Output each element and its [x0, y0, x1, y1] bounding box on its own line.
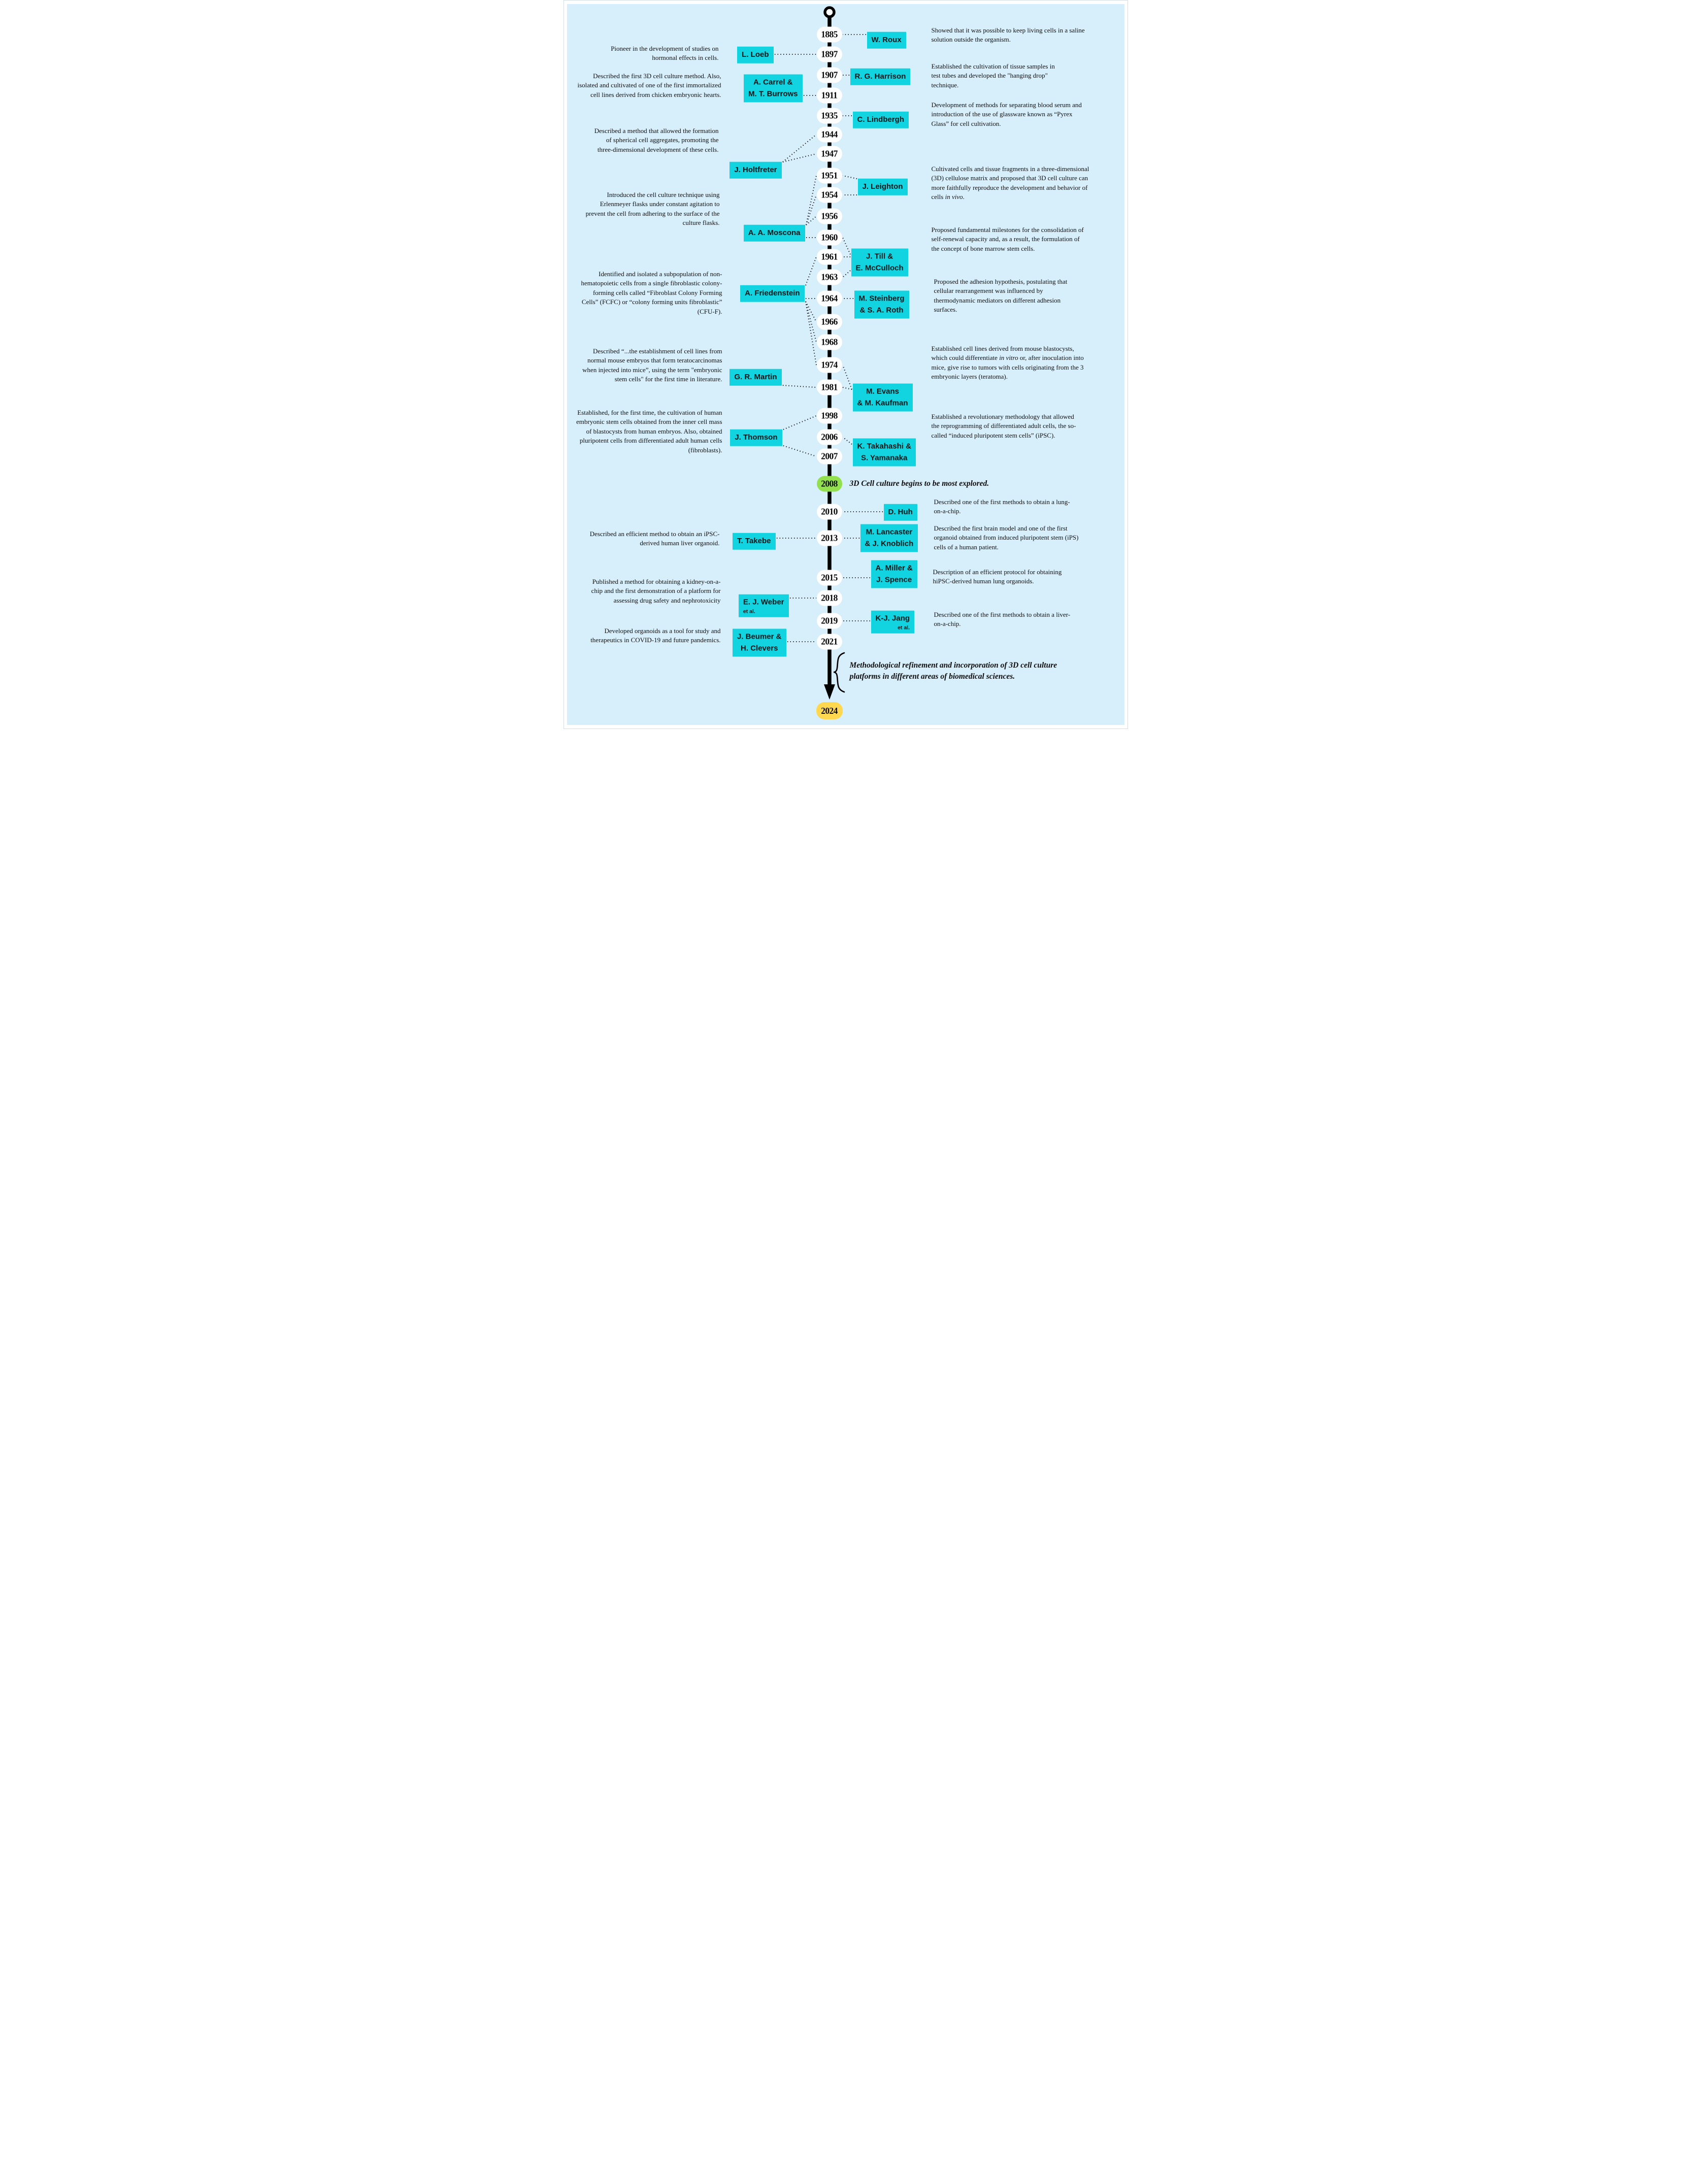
year-node-1966: 1966 — [817, 314, 842, 330]
name-box-line: A. Carrel & — [753, 78, 793, 87]
timeline-arrowhead — [824, 684, 835, 700]
name-box-carrel — [744, 75, 803, 103]
name-box-moscona — [744, 225, 805, 242]
year-node-1974: 1974 — [817, 357, 842, 373]
name-box-line: M. Evans — [866, 387, 900, 396]
description-lancaster: Described the first brain model and one of the first organoid obtained from induced pluripotent stem (iPS) cells of a human patient. — [934, 524, 1079, 551]
name-box-holtfreter — [730, 162, 781, 179]
connector-moscona-1954 — [806, 195, 816, 225]
name-box-etal: et al. — [743, 608, 755, 615]
name-box-line: & J. Knoblich — [865, 539, 914, 548]
year-node-2021: 2021 — [817, 634, 842, 650]
connector-evans-1974 — [843, 365, 852, 389]
description-lindbergh: Development of methods for separating blood serum and introduction of the use of glassware known as “Pyrex Glass” for cell cultivation. — [931, 101, 1082, 127]
name-box-line: A. Friedenstein — [745, 288, 800, 297]
year-node-2010: 2010 — [817, 504, 842, 520]
name-box-takebe — [733, 533, 775, 550]
timeline-canvas — [563, 0, 1128, 729]
name-box-weber — [739, 594, 789, 617]
name-box-etal: et al. — [898, 624, 910, 631]
description-jang: Described one of the first methods to obtain a liver-on-a-chip. — [934, 611, 1071, 628]
name-box-leighton — [858, 179, 908, 195]
description-harrison: Established the cultivation of tissue samples in test tubes and developed the "hanging drop" technique. — [931, 62, 1055, 89]
connector-evans-1981 — [843, 387, 852, 389]
year-node-1998: 1998 — [817, 408, 842, 424]
name-box-lindbergh — [853, 112, 909, 128]
year-node-2018: 2018 — [817, 590, 842, 606]
name-box-line: A. Miller & — [875, 564, 913, 573]
connector-friedenstein-1974 — [806, 302, 816, 365]
description-evans: Established cell lines derived from mouse blastocysts, which could differentiate in vitro or, after inoculation into mice, give rise to tumors with cells originating from the 3 embryonic layers (teratoma). — [931, 345, 1084, 381]
year-node-1897: 1897 — [817, 47, 842, 62]
name-box-line: J. Spence — [876, 575, 912, 584]
connector-holtfreter-1944 — [783, 135, 816, 162]
timeline-start-ring — [825, 8, 834, 17]
name-box-beumer — [733, 629, 786, 657]
description-moscona: Introduced the cell culture technique using Erlenmeyer flasks under constant agitation to prevent the cell from adhering to the surface of the culture flasks. — [585, 191, 720, 227]
year-node-1968: 1968 — [817, 335, 842, 350]
name-box-line: M. Lancaster — [866, 527, 913, 537]
description-leighton: Cultivated cells and tissue fragments in a three-dimensional (3D) cellulose matrix and proposed that 3D cell culture can more faithfully reproduce the development and behavior of cells in vivo. — [931, 165, 1089, 201]
name-box-line: H. Clevers — [741, 644, 778, 652]
name-box-line: T. Takebe — [737, 536, 771, 545]
year-node-2013: 2013 — [817, 531, 842, 546]
name-box-line: J. Beumer & — [737, 632, 782, 641]
connector-leighton-1951 — [843, 176, 857, 179]
description-friedenstein: Identified and isolated a subpopulation of non-hematopoietic cells from a single fibroblastic colony-forming cells called “Fibroblast Colony Forming Cells” (FCFC) or “colony forming units fibroblastic” (CFU-F). — [581, 270, 722, 315]
description-thomson: Established, for the first time, the cultivation of human embryonic stem cells obtained from the inner cell mass of blastocysts from human embryos. Also, obtained pluripotent cells from differentiated adult human cells (fibroblasts). — [576, 409, 722, 454]
connector-till-1963 — [843, 271, 850, 277]
description-miller: Description of an efficient protocol for obtaining hiPSC-derived human lung organoids. — [933, 568, 1062, 585]
year-node-1951: 1951 — [817, 168, 842, 184]
description-till: Proposed fundamental milestones for the consolidation of self-renewal capacity and, as a result, the formulation of the concept of bone marrow stem cells. — [931, 226, 1084, 252]
description-huh: Described one of the first methods to obtain a lung-on-a-chip. — [934, 498, 1070, 515]
connector-takahashi-2006 — [843, 437, 852, 444]
connector-friedenstein-1961 — [806, 257, 816, 285]
name-box-line: K. Takahashi & — [857, 442, 911, 451]
name-box-miller — [871, 560, 917, 588]
connector-till-1960 — [843, 238, 850, 254]
connector-thomson-1998 — [783, 416, 816, 429]
description-weber: Published a method for obtaining a kidney-on-a-chip and the first demonstration of a platform for assessing drug safety and nephrotoxicity — [591, 578, 721, 604]
name-box-line: C. Lindbergh — [857, 115, 904, 124]
connector-friedenstein-1966 — [806, 302, 816, 322]
name-box-line: W. Roux — [871, 35, 902, 44]
name-box-line: J. Till & — [866, 252, 893, 261]
year-node-1935: 1935 — [817, 108, 842, 124]
year-node-2015: 2015 — [817, 570, 842, 586]
name-box-line: G. R. Martin — [734, 372, 777, 381]
name-box-line: & S. A. Roth — [859, 306, 904, 314]
name-box-till — [851, 249, 908, 277]
year-node-2019: 2019 — [817, 613, 842, 629]
year-node-1947: 1947 — [817, 146, 842, 162]
description-martin: Described “...the establishment of cell lines from normal mouse embryos that form teratocarcinomas when injected into mice”, using the term "embryonic stem cells" for the first time in literature. — [582, 347, 722, 383]
name-box-line: E. J. Weber — [743, 598, 784, 607]
name-box-line: M. Steinberg — [858, 294, 905, 303]
year-node-1956: 1956 — [817, 209, 842, 224]
name-box-friedenstein — [740, 285, 804, 302]
name-box-line: E. McCulloch — [855, 263, 904, 272]
name-box-line: J. Leighton — [862, 182, 903, 191]
name-box-line: D. Huh — [888, 507, 913, 516]
name-box-loeb — [737, 47, 773, 63]
year-node-1981: 1981 — [817, 380, 842, 395]
year-node-1964: 1964 — [817, 291, 842, 307]
description-steinberg: Proposed the adhesion hypothesis, postulating that cellular rearrangement was influenced by thermodynamic mediators on different adhesion surfaces. — [934, 278, 1068, 314]
name-box-harrison — [850, 69, 911, 85]
name-box-line: R. G. Harrison — [854, 72, 906, 81]
year-node-1954: 1954 — [817, 187, 842, 203]
year-node-1907: 1907 — [817, 68, 842, 83]
year-node-2007: 2007 — [817, 449, 842, 465]
description-roux: Showed that it was possible to keep living cells in a saline solution outside the organism. — [931, 26, 1085, 44]
annotation-brace-note: Methodological refinement and incorporation of 3D cell culture platforms in different areas of biomedical sciences. — [849, 661, 1057, 681]
year-node-2008: 2008 — [817, 476, 842, 492]
name-box-evans — [853, 384, 913, 412]
name-box-line: & M. Kaufman — [857, 399, 908, 407]
name-box-line: J. Thomson — [735, 433, 778, 442]
name-box-line: K-J. Jang — [875, 614, 910, 623]
name-box-roux — [867, 32, 906, 49]
connector-thomson-2007 — [783, 446, 816, 456]
name-box-huh — [884, 504, 917, 521]
name-box-line: M. T. Burrows — [748, 89, 798, 98]
name-box-line: A. A. Moscona — [748, 228, 801, 237]
year-node-2006: 2006 — [817, 429, 842, 445]
year-node-1911: 1911 — [817, 88, 842, 104]
connector-holtfreter-1947 — [783, 154, 816, 162]
name-box-lancaster — [860, 524, 918, 552]
year-node-2024: 2024 — [816, 702, 843, 719]
description-holtfreter: Described a method that allowed the formation of spherical cell aggregates, promoting the three-dimensional development of these cells. — [594, 127, 719, 153]
curly-brace — [834, 653, 844, 692]
name-box-takahashi — [853, 439, 916, 467]
year-node-1963: 1963 — [817, 270, 842, 285]
name-box-steinberg — [854, 291, 909, 319]
description-beumer: Developed organoids as a tool for study and therapeutics in COVID-19 and future pandemics. — [590, 627, 721, 644]
connector-moscona-1956 — [806, 216, 816, 225]
name-box-thomson — [730, 429, 782, 446]
description-takebe: Described an efficient method to obtain an iPSC-derived human liver organoid. — [589, 530, 720, 547]
name-box-line: L. Loeb — [742, 50, 769, 59]
name-box-line: J. Holtfreter — [734, 165, 777, 174]
year-node-1961: 1961 — [817, 249, 842, 265]
description-takahashi: Established a revolutionary methodology that allowed the reprogramming of differentiated adult cells, the so-called “induced pluripotent stem cells” (iPSC). — [931, 413, 1076, 439]
name-box-jang — [871, 611, 915, 634]
name-box-line: S. Yamanaka — [860, 453, 908, 462]
annotation-explored-2008: 3D Cell culture begins to be most explored. — [849, 479, 989, 488]
description-carrel: Described the first 3D cell culture method. Also, isolated and cultivated of one of the first immortalized cell lines derived from chicken embryonic hearts. — [577, 72, 721, 98]
connector-martin-1981 — [783, 385, 816, 387]
year-node-1960: 1960 — [817, 230, 842, 246]
name-box-martin — [730, 369, 781, 386]
description-loeb: Pioneer in the development of studies on hormonal effects in cells. — [611, 45, 719, 62]
year-node-1885: 1885 — [817, 27, 842, 43]
year-node-1944: 1944 — [817, 127, 842, 143]
